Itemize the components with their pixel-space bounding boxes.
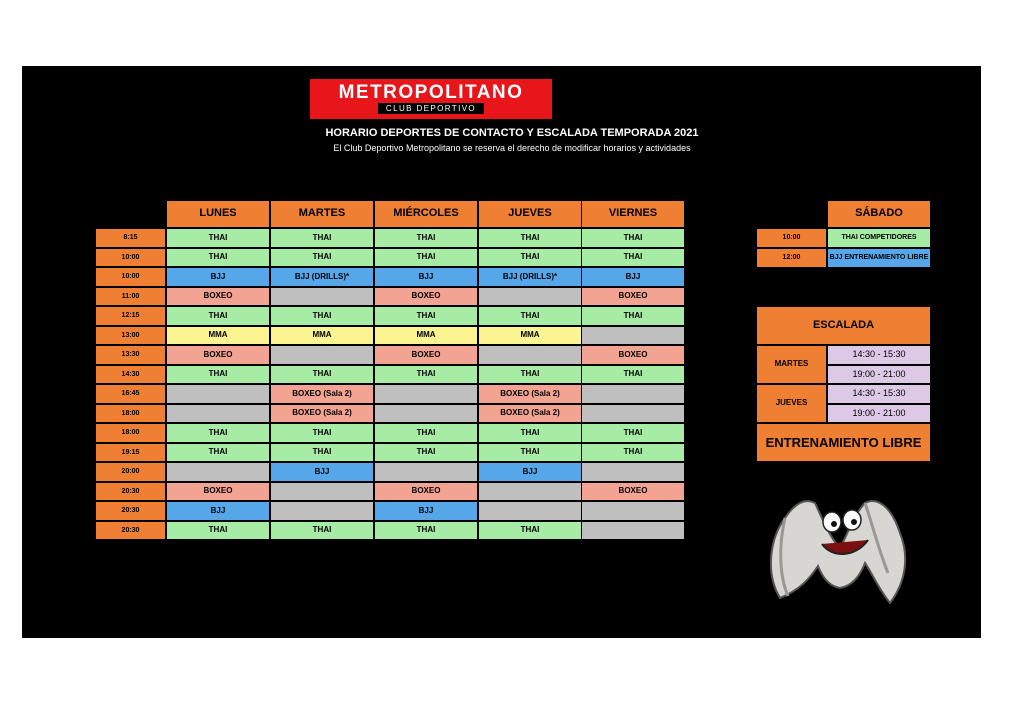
activity-cell: MMA bbox=[270, 326, 374, 345]
activity-cell: THAI bbox=[270, 228, 374, 248]
climbing-day-cell: MARTES bbox=[756, 345, 827, 384]
activity-cell: BOXEO bbox=[166, 287, 270, 306]
activity-cell: BOXEO bbox=[581, 345, 685, 365]
climbing-slot-cell: 14:30 - 15:30 bbox=[827, 384, 931, 404]
time-cell: 13:30 bbox=[95, 345, 166, 365]
time-cell: 14:30 bbox=[95, 365, 166, 384]
activity-cell bbox=[581, 462, 685, 482]
activity-cell: BOXEO bbox=[374, 482, 478, 501]
activity-cell: BJJ bbox=[270, 462, 374, 482]
saturday-activity-cell: BJJ ENTRENAMIENTO LIBRE bbox=[827, 248, 931, 268]
activity-cell: THAI bbox=[270, 423, 374, 443]
activity-cell: THAI bbox=[581, 228, 685, 248]
activity-cell: BJJ bbox=[478, 462, 582, 482]
climbing-day-cell: JUEVES bbox=[756, 384, 827, 423]
page-title: HORARIO DEPORTES DE CONTACTO Y ESCALADA TEMPORADA 2021 bbox=[325, 127, 699, 139]
activity-cell: THAI bbox=[270, 248, 374, 267]
day-header-1: MARTES bbox=[270, 200, 374, 228]
page-subtitle: El Club Deportivo Metropolitano se reserva el derecho de modificar horarios y actividades bbox=[333, 143, 691, 153]
time-cell: 10:00 bbox=[95, 267, 166, 287]
activity-cell bbox=[581, 326, 685, 345]
activity-cell: MMA bbox=[374, 326, 478, 345]
activity-cell: THAI bbox=[166, 306, 270, 326]
activity-cell: BOXEO bbox=[166, 482, 270, 501]
activity-cell: THAI bbox=[374, 306, 478, 326]
activity-cell bbox=[270, 345, 374, 365]
activity-cell: THAI bbox=[581, 443, 685, 462]
activity-cell bbox=[270, 287, 374, 306]
time-cell: 18:00 bbox=[95, 404, 166, 423]
activity-cell: THAI bbox=[374, 248, 478, 267]
saturday-activity-cell: THAI COMPETIDORES bbox=[827, 228, 931, 248]
climbing-slot-cell: 14:30 - 15:30 bbox=[827, 345, 931, 365]
activity-cell: BOXEO bbox=[581, 287, 685, 306]
activity-cell: THAI bbox=[166, 228, 270, 248]
saturday-header: SÁBADO bbox=[827, 200, 931, 228]
activity-cell: THAI bbox=[270, 521, 374, 540]
activity-cell: THAI bbox=[166, 423, 270, 443]
activity-cell: THAI bbox=[478, 443, 582, 462]
climbing-header: ESCALADA bbox=[756, 306, 931, 345]
day-header-2: MIÉRCOLES bbox=[374, 200, 478, 228]
activity-cell: MMA bbox=[478, 326, 582, 345]
saturday-time-cell: 12:00 bbox=[756, 248, 827, 268]
activity-cell bbox=[478, 501, 582, 521]
day-header-0: LUNES bbox=[166, 200, 270, 228]
activity-cell: THAI bbox=[581, 248, 685, 267]
activity-cell bbox=[270, 501, 374, 521]
activity-cell: MMA bbox=[166, 326, 270, 345]
activity-cell: BJJ (DRILLS)* bbox=[270, 267, 374, 287]
club-logo bbox=[310, 79, 552, 119]
activity-cell: BOXEO bbox=[374, 287, 478, 306]
activity-cell: BJJ (DRILLS)* bbox=[478, 267, 582, 287]
activity-cell: THAI bbox=[270, 365, 374, 384]
climbing-slot-cell: 19:00 - 21:00 bbox=[827, 404, 931, 424]
activity-cell: BJJ bbox=[166, 501, 270, 521]
activity-cell bbox=[581, 501, 685, 521]
activity-cell: THAI bbox=[581, 365, 685, 384]
saturday-time-cell: 10:00 bbox=[756, 228, 827, 248]
activity-cell: BOXEO bbox=[374, 345, 478, 365]
activity-cell: THAI bbox=[581, 423, 685, 443]
m-mascot-icon bbox=[760, 478, 920, 613]
time-cell: 16:45 bbox=[95, 384, 166, 404]
activity-cell: THAI bbox=[478, 521, 582, 540]
activity-cell: BOXEO bbox=[581, 482, 685, 501]
activity-cell: BOXEO (Sala 2) bbox=[270, 384, 374, 404]
time-cell: 20:30 bbox=[95, 482, 166, 501]
activity-cell: BOXEO (Sala 2) bbox=[270, 404, 374, 423]
activity-cell bbox=[166, 404, 270, 423]
activity-cell: THAI bbox=[270, 306, 374, 326]
activity-cell: THAI bbox=[166, 365, 270, 384]
activity-cell bbox=[478, 482, 582, 501]
activity-cell bbox=[374, 462, 478, 482]
activity-cell bbox=[374, 384, 478, 404]
activity-cell: BOXEO (Sala 2) bbox=[478, 404, 582, 423]
activity-cell bbox=[166, 462, 270, 482]
activity-cell: THAI bbox=[478, 423, 582, 443]
time-cell: 18:00 bbox=[95, 423, 166, 443]
time-cell: 12:15 bbox=[95, 306, 166, 326]
activity-cell bbox=[374, 404, 478, 423]
activity-cell bbox=[478, 345, 582, 365]
activity-cell bbox=[581, 521, 685, 540]
climbing-footer: ENTRENAMIENTO LIBRE bbox=[756, 423, 931, 462]
activity-cell: BOXEO (Sala 2) bbox=[478, 384, 582, 404]
activity-cell: THAI bbox=[478, 248, 582, 267]
time-cell: 19:15 bbox=[95, 443, 166, 462]
activity-cell: THAI bbox=[374, 228, 478, 248]
activity-cell: THAI bbox=[478, 306, 582, 326]
activity-cell: THAI bbox=[166, 248, 270, 267]
day-header-4: VIERNES bbox=[581, 200, 685, 228]
activity-cell: THAI bbox=[478, 365, 582, 384]
activity-cell: THAI bbox=[478, 228, 582, 248]
day-header-3: JUEVES bbox=[478, 200, 582, 228]
activity-cell: THAI bbox=[166, 521, 270, 540]
logo-subtitle: CLUB DEPORTIVO bbox=[378, 103, 484, 114]
activity-cell: BOXEO bbox=[166, 345, 270, 365]
activity-cell: THAI bbox=[270, 443, 374, 462]
activity-cell: BJJ bbox=[166, 267, 270, 287]
activity-cell: THAI bbox=[581, 306, 685, 326]
time-cell: 20:30 bbox=[95, 501, 166, 521]
time-cell: 13:00 bbox=[95, 326, 166, 345]
time-cell: 8:15 bbox=[95, 228, 166, 248]
time-cell: 20:00 bbox=[95, 462, 166, 482]
activity-cell bbox=[166, 384, 270, 404]
activity-cell bbox=[581, 404, 685, 423]
activity-cell bbox=[478, 287, 582, 306]
activity-cell: THAI bbox=[374, 521, 478, 540]
time-cell: 20:30 bbox=[95, 521, 166, 540]
time-cell: 10:00 bbox=[95, 248, 166, 267]
activity-cell: THAI bbox=[374, 365, 478, 384]
activity-cell bbox=[270, 482, 374, 501]
activity-cell: THAI bbox=[374, 443, 478, 462]
activity-cell: BJJ bbox=[374, 267, 478, 287]
activity-cell bbox=[581, 384, 685, 404]
activity-cell: BJJ bbox=[581, 267, 685, 287]
activity-cell: BJJ bbox=[374, 501, 478, 521]
climbing-slot-cell: 19:00 - 21:00 bbox=[827, 365, 931, 385]
logo-name: METROPOLITANO bbox=[338, 82, 524, 103]
activity-cell: THAI bbox=[374, 423, 478, 443]
time-cell: 11:00 bbox=[95, 287, 166, 306]
activity-cell: THAI bbox=[166, 443, 270, 462]
